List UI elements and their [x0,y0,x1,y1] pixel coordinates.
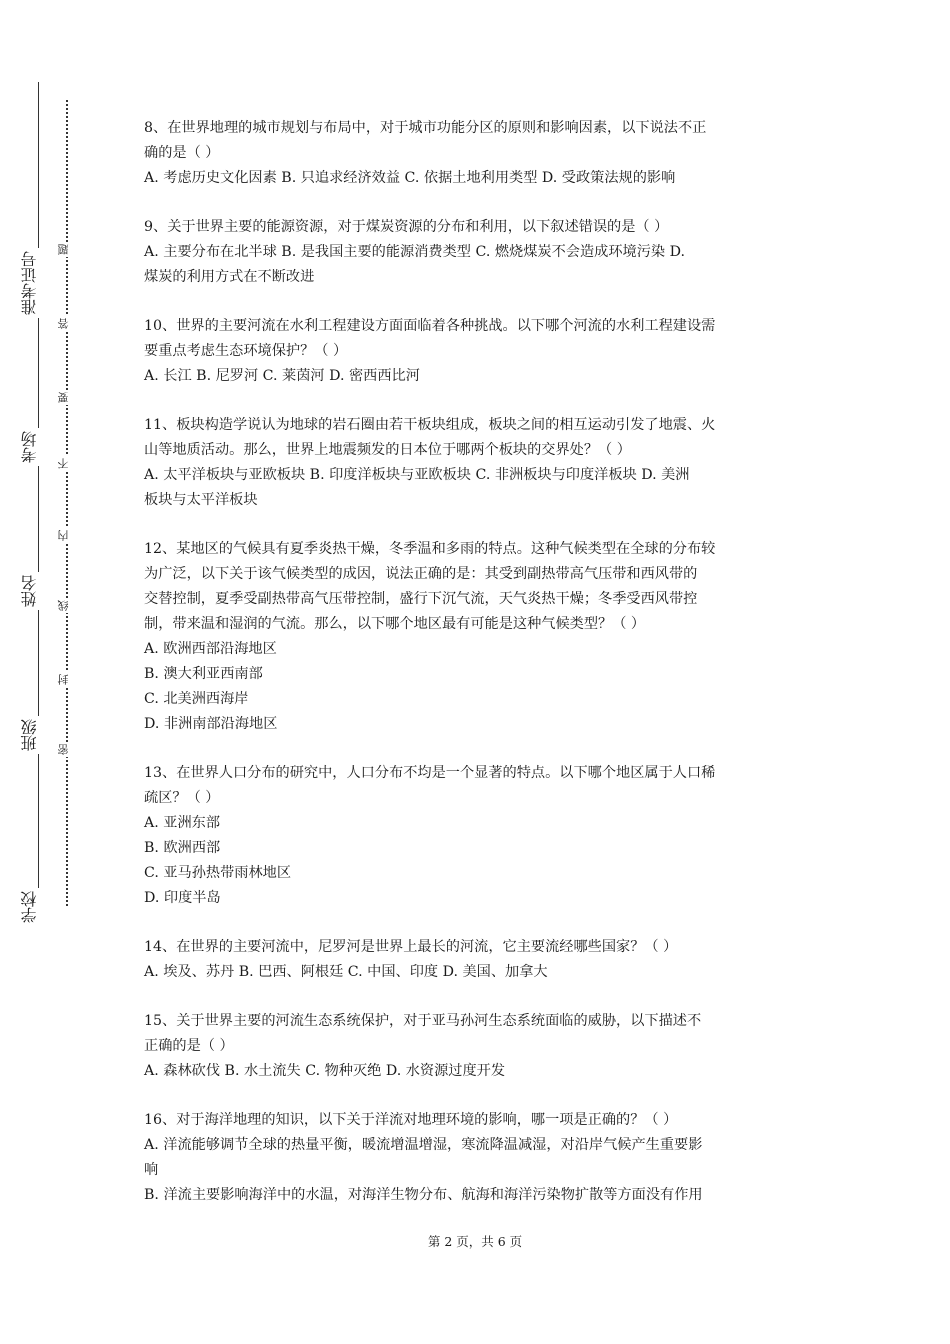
option-a-continued: 响 [144,1162,159,1178]
question-stem: 交替控制，夏季受副热带高气压带控制，盛行下沉气流，天气炎热干燥；冬季受西风带控 [144,591,698,607]
seal-char-2: 答 [58,316,74,331]
question-stem: 山等地质活动。那么，世界上地震频发的日本位于哪两个板块的交界处？（ ） [144,442,631,458]
question-stem: 为广泛，以下关于该气候类型的成因，说法正确的是：其受到副热带高气压带和西风带的 [144,566,698,582]
question-stem: 10、世界的主要河流在水利工程建设方面面临着各种挑战。以下哪个河流的水利工程建设需 [144,318,716,334]
question-options: A. 考虑历史文化因素 B. 只追求经济效益 C. 依据土地利用类型 D. 受政策法规的影响 [144,170,676,186]
question-stem: 正确的是（ ） [144,1038,234,1054]
seal-char-3: 要 [58,390,74,405]
question-stem: 确的是（ ） [144,145,220,161]
school-label: 学校 [22,888,54,926]
question-options: A. 主要分布在北半球 B. 是我国主要的能源消费类型 C. 燃烧煤炭不会造成环境污染 D. [144,244,685,260]
question-8 [144,116,810,191]
question-stem: 8、在世界地理的城市规划与布局中，对于城市功能分区的原则和影响因素，以下说法不正 [144,120,707,136]
question-stem: 15、关于世界主要的河流生态系统保护，对于亚马孙河生态系统面临的威胁，以下描述不 [144,1013,702,1029]
question-9 [144,215,810,290]
question-options: A. 太平洋板块与亚欧板块 B. 印度洋板块与亚欧板块 C. 非洲板块与印度洋板块 D. 美洲 [144,467,690,483]
question-14 [144,935,810,985]
question-options: A. 森林砍伐 B. 水土流失 C. 物种灭绝 D. 水资源过度开发 [144,1063,506,1079]
question-stem: 13、在世界人口分布的研究中，人口分布不均是一个显著的特点。以下哪个地区属于人口稀 [144,765,716,781]
seal-char-5: 内 [58,528,74,543]
question-stem: 14、在世界的主要河流中，尼罗河是世界上最长的河流，它主要流经哪些国家？（ ） [144,939,678,955]
question-stem: 疏区？（ ） [144,790,220,806]
option-a: A. 欧洲西部沿海地区 [144,641,277,657]
option-b: B. 澳大利亚西南部 [144,666,263,682]
seal-char-4: 不 [58,456,74,471]
page-number: 第 2 页，共 6 页 [427,1234,523,1249]
option-a: A. 洋流能够调节全球的热量平衡，暖流增温增湿，寒流降温减湿，对沿岸气候产生重要影 [144,1137,703,1153]
binding-margin [0,0,110,1344]
option-d: D. 印度半岛 [144,890,221,906]
option-c: C. 亚马孙热带雨林地区 [144,865,292,881]
seal-char-1: 题 [58,242,74,257]
question-16 [144,1108,810,1208]
question-stem: 要重点考虑生态环境保护？（ ） [144,343,348,359]
option-b: B. 洋流主要影响海洋中的水温，对海洋生物分布、航海和海洋污染物扩散等方面没有作用 [144,1187,703,1203]
question-stem: 9、关于世界主要的能源资源，对于煤炭资源的分布和利用，以下叙述错误的是（ ） [144,219,669,235]
question-10 [144,314,810,389]
question-options: A. 埃及、苏丹 B. 巴西、阿根廷 C. 中国、印度 D. 美国、加拿大 [144,964,548,980]
binding-dotted-line [66,100,68,906]
question-11 [144,413,810,513]
seal-char-6: 线 [58,598,74,613]
question-stem: 12、某地区的气候具有夏季炎热干燥，冬季温和多雨的特点。这种气候类型在全球的分布较 [144,541,716,557]
seal-char-7: 封 [58,672,74,687]
question-12 [144,537,810,737]
class-label: 班级 [22,716,54,754]
seal-char-8: 密 [58,742,74,757]
exam-room-label: 考场 [22,428,54,466]
binding-solid-line [38,82,39,920]
option-c: C. 北美洲西海岸 [144,691,249,707]
option-b: B. 欧洲西部 [144,840,221,856]
question-stem: 11、板块构造学说认为地球的岩石圈由若干板块组成，板块之间的相互运动引发了地震、火 [144,417,716,433]
question-options: 煤炭的利用方式在不断改进 [144,269,315,285]
name-label: 姓名 [22,572,54,610]
question-stem: 16、对于海洋地理的知识，以下关于洋流对地理环境的影响，哪一项是正确的？（ ） [144,1112,678,1128]
question-13 [144,761,810,911]
questions-section [144,116,810,1232]
question-options: 板块与太平洋板块 [144,492,258,508]
option-a: A. 亚洲东部 [144,815,221,831]
question-15 [144,1009,810,1084]
option-d: D. 非洲南部沿海地区 [144,716,278,732]
exam-number-label: 准考证号 [22,248,54,318]
question-options: A. 长江 B. 尼罗河 C. 莱茵河 D. 密西西比河 [144,368,420,384]
question-stem: 制，带来温和湿润的气流。那么，以下哪个地区最有可能是这种气候类型？（ ） [144,616,646,632]
